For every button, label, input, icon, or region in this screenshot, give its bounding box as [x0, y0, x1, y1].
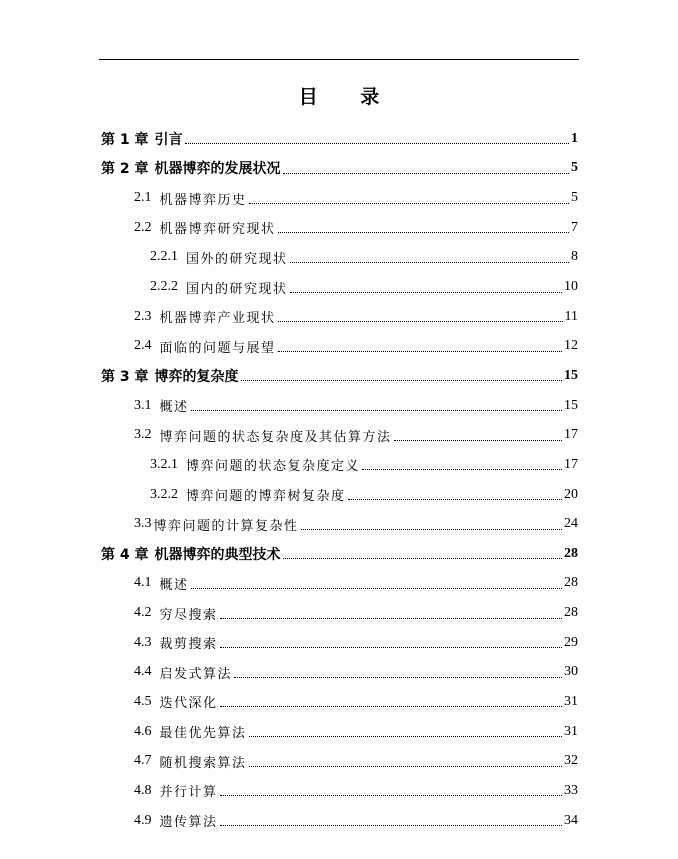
dot-leader	[191, 410, 562, 411]
toc-entry-page-number: 15	[564, 397, 578, 413]
dot-leader	[249, 766, 562, 767]
toc-entry-page-number: 28	[564, 605, 578, 621]
toc-entry	[0, 598, 578, 628]
toc-entry	[0, 154, 578, 184]
toc-title: 目 录	[298, 86, 398, 108]
toc-entry-page-number: 15	[564, 367, 578, 383]
toc-entry-number: 第 4 章	[101, 546, 149, 563]
toc-entry-page-number: 28	[564, 545, 578, 561]
toc-entry-number: 3.2	[134, 427, 152, 443]
toc-entry-label: 博弈的复杂度	[154, 368, 239, 385]
toc-entry-page-number: 33	[564, 782, 578, 798]
toc-entry-label: 启发式算法	[159, 666, 233, 682]
toc-entry	[0, 509, 578, 539]
toc-entry	[0, 658, 578, 688]
toc-entry-number: 4.5	[134, 693, 152, 709]
dot-leader	[290, 262, 569, 263]
dot-leader	[220, 795, 562, 796]
toc-entry	[0, 213, 578, 243]
toc-entry-label: 面临的问题与展望	[159, 340, 276, 356]
toc-entry-number: 2.4	[134, 338, 152, 354]
toc-entry	[0, 391, 578, 421]
toc-entry-number: 3.3	[134, 516, 152, 532]
toc-entry-number: 4.9	[134, 812, 152, 828]
toc-entry	[0, 480, 578, 510]
dot-leader	[220, 825, 562, 826]
toc-entry-number: 3.1	[134, 397, 152, 413]
toc-entry-label: 机器博弈研究现状	[159, 222, 276, 238]
toc-entry-number: 4.4	[134, 664, 152, 680]
toc-entry-page-number: 10	[564, 279, 578, 295]
dot-leader	[249, 203, 569, 204]
toc-entry	[0, 806, 578, 836]
toc-entry-page-number: 32	[564, 753, 578, 769]
toc-entry	[0, 361, 578, 391]
toc-entry-number: 第 3 章	[101, 368, 149, 385]
toc-entry-label: 机器博弈产业现状	[159, 311, 276, 327]
toc-list	[0, 124, 678, 835]
toc-entry-page-number: 29	[564, 634, 578, 650]
toc-entry-number: 第 1 章	[101, 131, 149, 148]
dot-leader	[278, 232, 569, 233]
toc-entry-number: 4.3	[134, 634, 152, 650]
dot-leader	[348, 499, 562, 500]
toc-entry	[0, 450, 578, 480]
toc-entry-label: 博弈问题的状态复杂度及其估算方法	[159, 429, 392, 445]
toc-entry-label: 概述	[159, 577, 189, 593]
toc-entry-page-number: 17	[564, 427, 578, 443]
toc-entry-label: 博弈问题的状态复杂度定义	[186, 459, 361, 475]
toc-entry-number: 4.7	[134, 753, 152, 769]
toc-entry	[0, 569, 578, 599]
toc-entry-number: 2.2	[134, 219, 152, 235]
toc-entry-page-number: 31	[564, 693, 578, 709]
dot-leader	[278, 321, 563, 322]
toc-entry-label: 裁剪搜索	[159, 637, 218, 653]
toc-entry-page-number: 11	[564, 308, 578, 324]
dot-leader	[283, 173, 570, 174]
dot-leader	[191, 588, 562, 589]
toc-entry-page-number: 7	[571, 219, 578, 235]
toc-entry-number: 2.1	[134, 190, 152, 206]
toc-entry-page-number: 30	[564, 664, 578, 680]
toc-entry-label: 随机搜索算法	[159, 755, 247, 771]
dot-leader	[220, 647, 562, 648]
toc-entry	[0, 717, 578, 747]
toc-entry-label: 概述	[159, 400, 189, 416]
dot-leader	[220, 706, 562, 707]
toc-entry-label: 并行计算	[159, 785, 218, 801]
toc-entry-number: 3.2.1	[150, 456, 178, 472]
header-rule	[99, 59, 579, 60]
toc-entry	[0, 420, 578, 450]
toc-entry	[0, 539, 578, 569]
toc-entry-label: 机器博弈历史	[159, 192, 247, 208]
toc-entry-number: 2.2.2	[150, 279, 178, 295]
toc-entry	[0, 776, 578, 806]
toc-entry-page-number: 17	[564, 456, 578, 472]
toc-entry	[0, 124, 578, 154]
toc-entry-page-number: 28	[564, 575, 578, 591]
toc-entry-label: 穷尽搜索	[159, 607, 218, 623]
dot-leader	[290, 292, 562, 293]
toc-entry-page-number: 1	[571, 130, 578, 146]
toc-entry-label: 博弈问题的博弈树复杂度	[186, 489, 346, 504]
toc-entry-page-number: 5	[571, 160, 578, 176]
toc-entry-label: 迭代深化	[159, 696, 218, 712]
toc-entry-number: 4.8	[134, 782, 152, 798]
dot-leader	[283, 558, 563, 559]
dot-leader	[234, 677, 562, 678]
toc-entry-number: 4.2	[134, 605, 152, 621]
toc-entry	[0, 272, 578, 302]
toc-entry	[0, 687, 578, 717]
toc-entry-label: 国内的研究现状	[186, 281, 288, 297]
toc-entry-label: 最佳优先算法	[159, 726, 247, 742]
dot-leader	[249, 736, 562, 737]
toc-entry-page-number: 8	[571, 249, 578, 265]
toc-entry	[0, 628, 578, 658]
toc-entry	[0, 746, 578, 776]
toc-entry-number: 2.2.1	[150, 249, 178, 265]
toc-entry-page-number: 20	[564, 486, 578, 502]
dot-leader	[301, 529, 562, 530]
dot-leader	[362, 469, 562, 470]
toc-entry-page-number: 12	[564, 338, 578, 354]
dot-leader	[278, 351, 562, 352]
toc-entry-page-number: 24	[564, 516, 578, 532]
toc-entry-page-number: 5	[571, 190, 578, 206]
toc-entry-number: 2.3	[134, 308, 152, 324]
toc-entry-page-number: 34	[564, 812, 578, 828]
toc-entry	[0, 302, 578, 332]
dot-leader	[185, 143, 570, 144]
dot-leader	[241, 380, 563, 381]
toc-entry-number: 4.1	[134, 575, 152, 591]
toc-entry-label: 国外的研究现状	[186, 251, 288, 267]
dot-leader	[394, 440, 562, 441]
toc-entry-label: 机器博弈的典型技术	[154, 546, 281, 563]
toc-entry-number: 3.2.2	[150, 486, 178, 502]
toc-entry-label: 博弈问题的计算复杂性	[153, 518, 299, 534]
toc-entry	[0, 243, 578, 273]
toc-entry	[0, 331, 578, 361]
dot-leader	[220, 618, 562, 619]
toc-entry	[0, 183, 578, 213]
toc-entry-number: 第 2 章	[101, 161, 149, 178]
toc-entry-label: 机器博弈的发展状况	[154, 161, 281, 178]
toc-entry-number: 4.6	[134, 723, 152, 739]
toc-entry-page-number: 31	[564, 723, 578, 739]
toc-entry-label: 引言	[154, 131, 183, 148]
toc-entry-label: 遗传算法	[159, 815, 218, 831]
